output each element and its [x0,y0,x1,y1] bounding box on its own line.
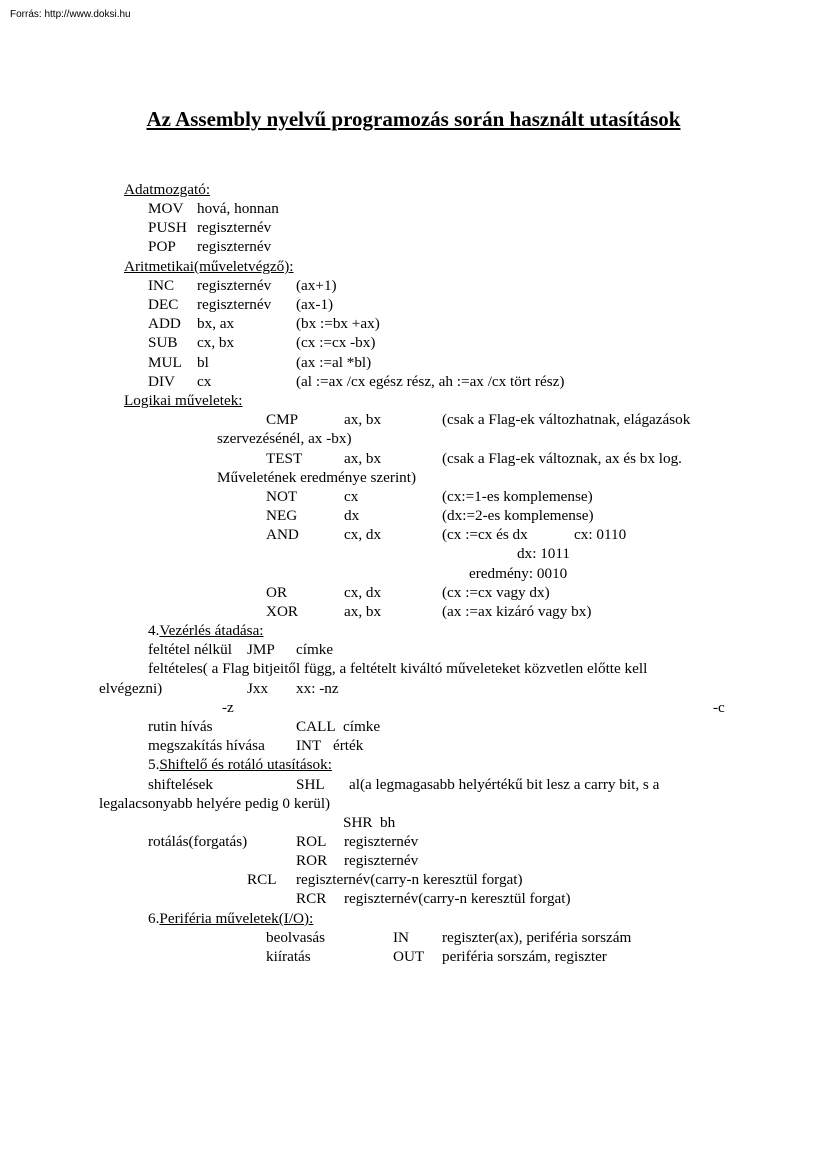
instr-pop-args: regiszternév [197,238,272,255]
instr-cmp-args: ax, bx [344,411,382,428]
rotate-label: rotálás(forgatás) [148,833,248,850]
instr-mov: MOV [148,200,184,217]
and-example-result: eredmény: 0010 [469,565,568,582]
instr-neg-args: dx [344,507,360,524]
instr-not: NOT [266,488,298,505]
shift-label: shiftelések [148,776,213,793]
instr-test-desc-cont: Műveletének eredménye szerint) [217,469,417,486]
section-io-title: Periféria műveletek(I/O): [159,910,314,927]
instr-shl-desc: al(a legmagasabb helyértékű bit lesz a carry bit, s a [349,776,660,793]
control-int-label: megszakítás hívása [148,737,265,754]
instr-not-args: cx [344,488,359,505]
instr-int: INT [296,737,322,754]
instr-rcl: RCL [247,871,277,888]
instr-inc: INC [148,277,175,294]
instr-neg-desc: (dx:=2-es komplemense) [442,507,594,524]
and-example-cx: cx: 0110 [574,526,627,543]
jxx-cond-z: -z [222,699,234,716]
section-shift-number: 5. [148,756,160,773]
instr-div-args: cx [197,373,212,390]
control-cond-text: feltételes( a Flag bitjeitől függ, a feltételt kiváltó műveleteket közvetlen előtte kell [148,660,648,677]
instr-or: OR [266,584,288,601]
section-control-title: Vezérlés átadása: [159,622,264,639]
instr-jxx-cond: xx: -nz [296,680,339,697]
control-cond-text-cont: elvégezni) [99,680,163,697]
instr-pop: POP [148,238,176,255]
instr-shr-args: bh [380,814,396,831]
instr-add-desc: (bx :=bx +ax) [296,315,380,332]
instr-dec: DEC [148,296,179,313]
instr-out: OUT [393,948,425,965]
section-shift [148,755,332,774]
instr-int-args: érték [333,737,364,754]
and-example-dx: dx: 1011 [517,545,571,562]
instr-xor-desc: (ax :=ax kizáró vagy bx) [442,603,592,620]
instr-cmp: CMP [266,411,299,428]
instr-ror-args: regiszternév [344,852,419,869]
instr-shr: SHR [343,814,373,831]
instr-cmp-desc: (csak a Flag-ek változhatnak, elágazások [442,411,691,428]
instr-rcr: RCR [296,890,327,907]
instr-shl: SHL [296,776,325,793]
io-write-label: kiíratás [266,948,311,965]
instr-sub-args: cx, bx [197,334,235,351]
instr-mov-args: hová, honnan [197,200,279,217]
instr-div: DIV [148,373,175,390]
instr-push-args: regiszternév [197,219,272,236]
instr-dec-desc: (ax-1) [296,296,334,313]
instr-shl-desc-cont: legalacsonyabb helyére pedig 0 kerül) [99,795,331,812]
instr-sub-desc: (cx :=cx -bx) [296,334,376,351]
instr-inc-desc: (ax+1) [296,277,337,294]
instr-neg: NEG [266,507,298,524]
section-control-number: 4. [148,622,160,639]
instr-test: TEST [266,450,303,467]
control-call-label: rutin hívás [148,718,213,735]
instr-in-args: regiszter(ax), periféria sorszám [442,929,632,946]
instr-out-args: periféria sorszám, regiszter [442,948,607,965]
instr-rcl-args: regiszternév(carry-n keresztül forgat) [296,871,523,888]
io-read-label: beolvasás [266,929,326,946]
instr-and-desc: (cx :=cx és dx [442,526,528,543]
section-logic: Logikai műveletek: [124,392,243,409]
instr-ror: ROR [296,852,328,869]
control-uncond-label: feltétel nélkül [148,641,232,658]
section-io [148,909,313,928]
instr-call-args: címke [343,718,381,735]
instr-add: ADD [148,315,181,332]
instr-in: IN [393,929,410,946]
instr-sub: SUB [148,334,178,351]
instr-jmp-args: címke [296,641,334,658]
instr-cmp-desc-cont: szervezésénél, ax -bx) [217,430,352,447]
instr-inc-args: regiszternév [197,277,272,294]
instr-rcr-args: regiszternév(carry-n keresztül forgat) [344,890,571,907]
instr-div-desc: (al :=ax /cx egész rész, ah :=ax /cx tört rész) [296,373,565,390]
instr-test-args: ax, bx [344,450,382,467]
instr-and-args: cx, dx [344,526,382,543]
section-io-number: 6. [148,910,160,927]
instr-not-desc: (cx:=1-es komplemense) [442,488,593,505]
instr-jxx: Jxx [247,680,269,697]
instr-rol-args: regiszternév [344,833,419,850]
source-link[interactable]: Forrás: http://www.doksi.hu [10,9,131,20]
instr-xor: XOR [266,603,299,620]
jxx-cond-c: -c [713,699,725,716]
instr-jmp: JMP [247,641,275,658]
instr-call: CALL [296,718,336,735]
instr-or-desc: (cx :=cx vagy dx) [442,584,550,601]
section-arithmetic: Aritmetikai(műveletvégző): [124,258,294,275]
instr-xor-args: ax, bx [344,603,382,620]
section-data-movement: Adatmozgató: [124,181,211,198]
instr-test-desc: (csak a Flag-ek változnak, ax és bx log. [442,450,682,467]
instr-mul-args: bl [197,354,209,371]
instr-push: PUSH [148,219,187,236]
section-control [148,621,264,640]
page-title: Az Assembly nyelvű programozás során használt utasítások [146,107,681,131]
instr-rol: ROL [296,833,327,850]
section-shift-title: Shiftelő és rotáló utasítások: [159,756,332,773]
instr-and: AND [266,526,299,543]
instr-mul-desc: (ax :=al *bl) [296,354,372,371]
instr-mul: MUL [148,354,182,371]
instr-add-args: bx, ax [197,315,235,332]
instr-or-args: cx, dx [344,584,382,601]
instr-dec-args: regiszternév [197,296,272,313]
